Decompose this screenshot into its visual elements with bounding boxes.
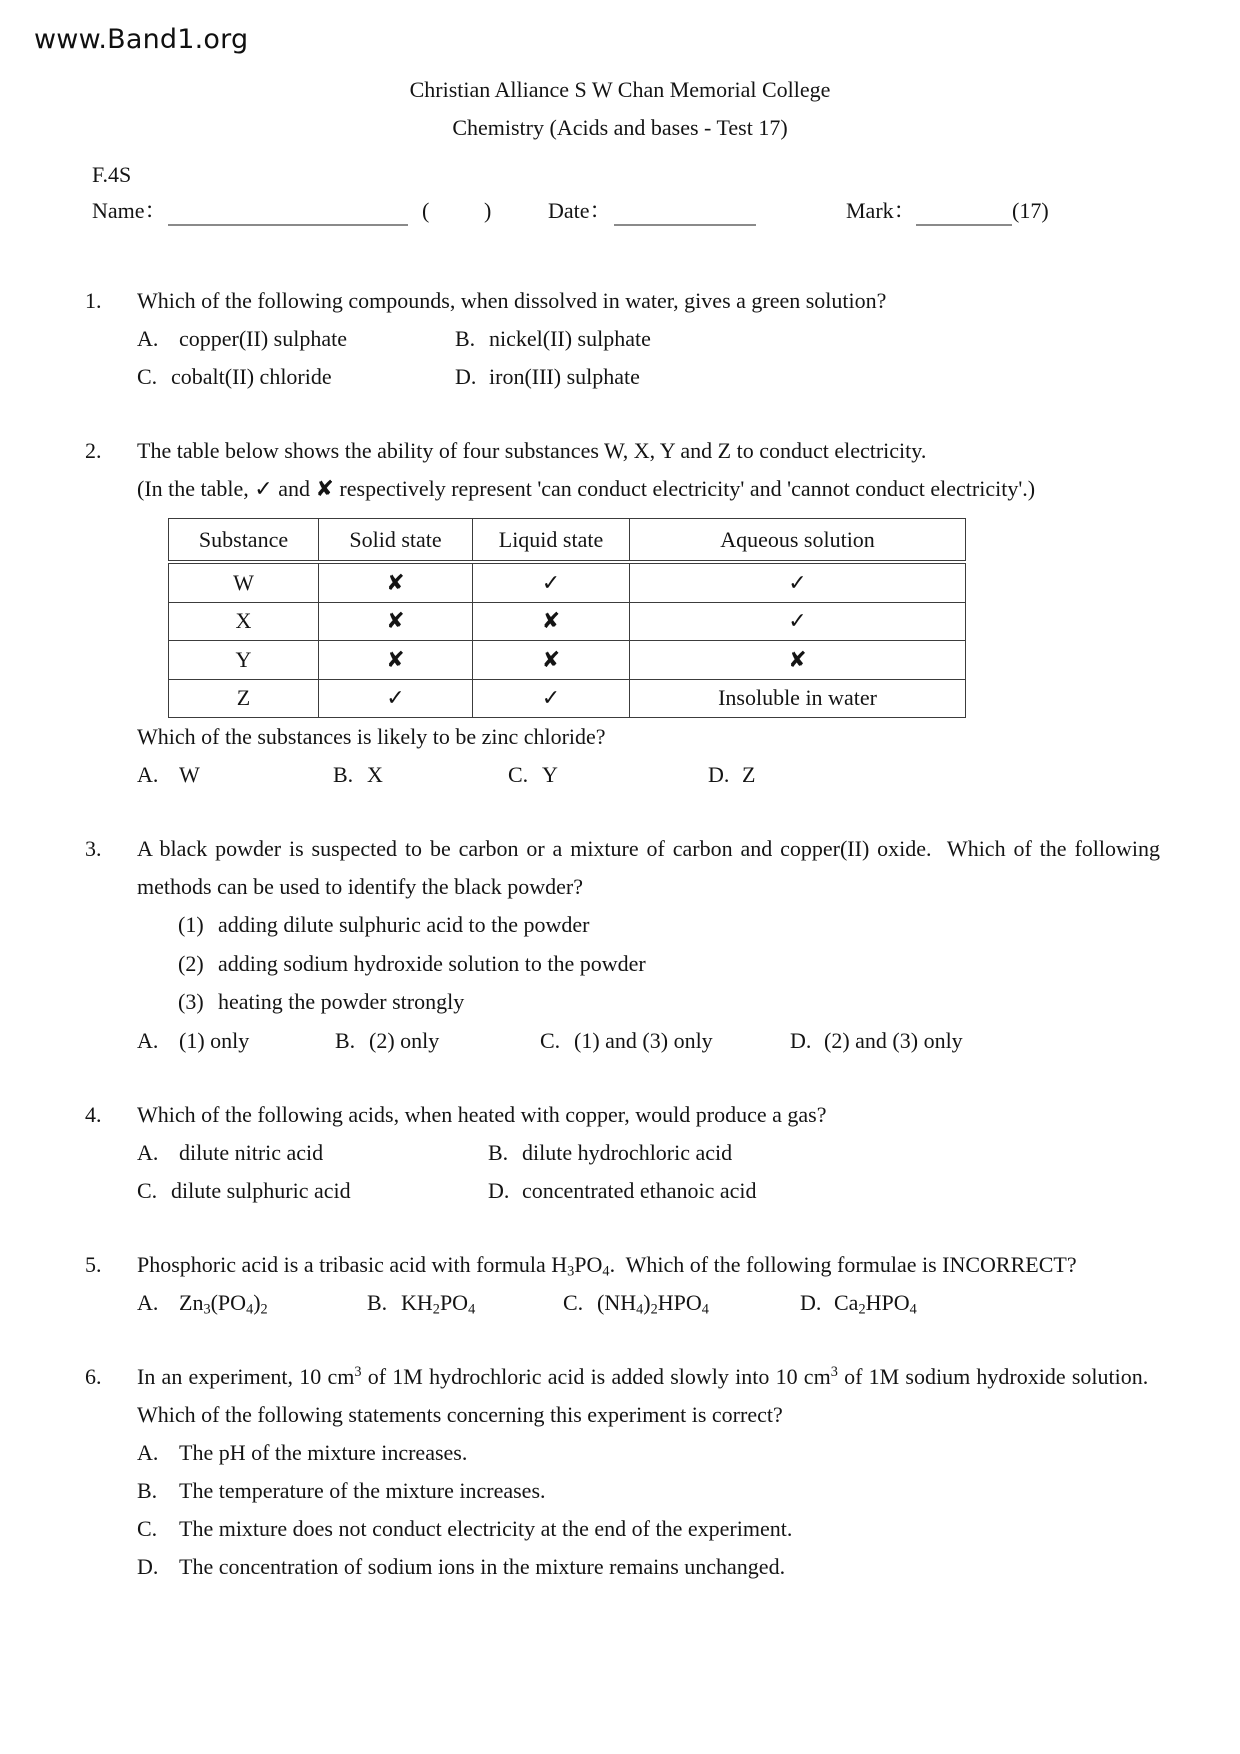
paper-title: Chemistry (Acids and bases - Test 17) xyxy=(452,115,788,140)
option-label: A. xyxy=(137,326,159,351)
option-label: D. xyxy=(800,1289,822,1315)
col-header-liquid-state: Liquid state xyxy=(473,519,630,563)
statement-text: adding dilute sulphuric acid to the powder xyxy=(218,912,590,937)
mark-label: Mark： xyxy=(846,198,916,223)
option-text: copper(II) sulphate xyxy=(179,326,347,351)
question-2 xyxy=(85,432,1160,794)
option-label: A. xyxy=(137,1289,159,1315)
question-number: 5. xyxy=(85,1251,102,1277)
cell-aqueous: Insoluble in water xyxy=(630,679,966,718)
question-stem: In an experiment, 10 $cm^3$ of 1M hydrochloric acid is added slowly into 10 $cm^3$ of 1M sodium hydroxide solution. Which of the following statements concerning this experiment is correct? xyxy=(137,1363,1160,1427)
option-d xyxy=(790,1022,1160,1060)
question-stem-note: (In the table, ✓ and ✘ respectively represent 'can conduct electricity' and 'cannot conduct electricity'.) xyxy=(137,476,1036,501)
option-label: C. xyxy=(137,1177,158,1203)
options-grid xyxy=(137,320,1160,396)
option-d xyxy=(137,1548,1160,1586)
option-label: A. xyxy=(137,1027,159,1053)
option-label: D. xyxy=(790,1027,812,1053)
option-a xyxy=(137,1434,1160,1472)
option-a xyxy=(137,320,455,358)
class-label: F.4S xyxy=(92,162,132,187)
option-c xyxy=(137,1510,1160,1548)
option-d xyxy=(708,756,1160,794)
option-label: D. xyxy=(708,762,730,787)
question-4 xyxy=(85,1096,1160,1210)
question-number: 6. xyxy=(85,1363,102,1389)
cell-solid: ✘ xyxy=(319,641,473,680)
table-header-row xyxy=(169,519,966,563)
table-row-x xyxy=(169,602,966,641)
question-3 xyxy=(85,830,1160,1060)
cell-solid: ✓ xyxy=(319,679,473,718)
cell-liquid: ✓ xyxy=(473,679,630,718)
option-text: The mixture does not conduct electricity at the end of the experiment. xyxy=(179,1515,793,1541)
option-label: D. xyxy=(137,1553,159,1579)
cell-substance: Z xyxy=(169,679,319,718)
name-blank xyxy=(168,194,408,226)
date-blank xyxy=(614,194,756,226)
option-d xyxy=(800,1284,1160,1322)
question-number: 3. xyxy=(85,836,102,861)
option-d xyxy=(488,1172,1160,1210)
options-row xyxy=(137,1022,1160,1060)
class-paren-open: ( xyxy=(422,198,430,223)
col-header-substance: Substance xyxy=(169,519,319,563)
col-header-solid-state: Solid state xyxy=(319,519,473,563)
option-b xyxy=(367,1284,563,1322)
option-label: C. xyxy=(137,1515,158,1541)
table-row-z xyxy=(169,679,966,718)
statement-label: (2) xyxy=(178,950,204,976)
option-text: concentrated ethanoic acid xyxy=(522,1177,757,1203)
statement-3 xyxy=(178,983,1160,1022)
option-text: (1) only xyxy=(179,1027,250,1053)
statement-text: adding sodium hydroxide solution to the powder xyxy=(218,950,646,976)
option-label: D. xyxy=(455,364,477,389)
option-formula: $(NH_4)_2HPO_4$ xyxy=(597,1289,709,1318)
option-label: C. xyxy=(540,1027,561,1053)
question-1 xyxy=(85,282,1160,396)
cell-liquid: ✘ xyxy=(473,602,630,641)
mark-total: (17) xyxy=(1012,198,1049,223)
cell-substance: W xyxy=(169,562,319,602)
question-number: 2. xyxy=(85,438,102,463)
conductivity-table xyxy=(168,518,966,718)
school-name: Christian Alliance S W Chan Memorial College xyxy=(409,77,831,102)
cell-liquid: ✘ xyxy=(473,641,630,680)
option-c xyxy=(137,358,455,396)
class-paren-close: ) xyxy=(484,198,492,223)
option-text: (1) and (3) only xyxy=(574,1027,713,1053)
option-a xyxy=(137,1022,335,1060)
col-header-aqueous-solution: Aqueous solution xyxy=(630,519,966,563)
options-stack xyxy=(137,1434,1160,1586)
option-text: W xyxy=(179,762,200,787)
option-b xyxy=(455,320,1160,358)
table-row-y xyxy=(169,641,966,680)
option-b xyxy=(488,1134,1160,1172)
option-text: iron(III) sulphate xyxy=(489,364,640,389)
question-text: Which of the substances is likely to be zinc chloride? xyxy=(137,724,606,749)
option-a xyxy=(137,1134,488,1172)
option-label: A. xyxy=(137,1139,159,1165)
cell-aqueous: ✘ xyxy=(630,641,966,680)
question-stem: Phosphoric acid is a tribasic acid with formula $H_3PO_4$. Which of the following formulae is INCORRECT? xyxy=(137,1251,1077,1280)
mark-blank xyxy=(916,194,1012,226)
option-c xyxy=(540,1022,790,1060)
cell-aqueous: ✓ xyxy=(630,562,966,602)
option-c xyxy=(137,1172,488,1210)
option-text: cobalt(II) chloride xyxy=(171,364,332,389)
option-formula: $Zn_3(PO_4)_2$ xyxy=(179,1289,268,1318)
option-label: C. xyxy=(508,762,529,787)
question-list xyxy=(0,282,1240,1586)
question-stem: The table below shows the ability of four substances W, X, Y and Z to conduct electricity. xyxy=(137,438,927,463)
cell-substance: X xyxy=(169,602,319,641)
options-grid xyxy=(137,1134,1160,1210)
option-text: nickel(II) sulphate xyxy=(489,326,651,351)
option-a xyxy=(137,1284,367,1322)
option-text: dilute nitric acid xyxy=(179,1139,324,1165)
option-label: B. xyxy=(333,762,354,787)
statement-label: (1) xyxy=(178,912,204,937)
option-label: A. xyxy=(137,762,159,787)
cell-substance: Y xyxy=(169,641,319,680)
option-label: C. xyxy=(563,1289,584,1315)
question-stem: Which of the following acids, when heated with copper, would produce a gas? xyxy=(137,1101,827,1127)
option-text: The pH of the mixture increases. xyxy=(179,1439,468,1465)
option-formula: $Ca_2HPO_4$ xyxy=(834,1289,917,1318)
question-number: 1. xyxy=(85,288,102,313)
option-b xyxy=(333,756,508,794)
statement-1 xyxy=(178,906,1160,945)
option-text: dilute hydrochloric acid xyxy=(522,1139,733,1165)
cell-liquid: ✓ xyxy=(473,562,630,602)
statement-list xyxy=(178,906,1160,1022)
question-6 xyxy=(85,1358,1160,1586)
date-label: Date： xyxy=(548,198,612,223)
option-label: B. xyxy=(137,1477,158,1503)
table-row-w xyxy=(169,562,966,602)
statement-text: heating the powder strongly xyxy=(218,989,465,1014)
option-formula: $KH_2PO_4$ xyxy=(401,1289,476,1318)
option-label: B. xyxy=(335,1027,356,1053)
option-a xyxy=(137,756,333,794)
option-label: B. xyxy=(488,1139,509,1165)
question-5 xyxy=(85,1246,1160,1322)
statement-label: (3) xyxy=(178,989,204,1014)
option-label: D. xyxy=(488,1177,510,1203)
option-text: Z xyxy=(742,762,756,787)
option-text: The concentration of sodium ions in the mixture remains unchanged. xyxy=(179,1553,786,1579)
option-d xyxy=(455,358,1160,396)
option-b xyxy=(335,1022,540,1060)
name-label: Name： xyxy=(92,198,167,223)
option-text: X xyxy=(367,762,383,787)
options-row xyxy=(137,1284,1160,1322)
option-text: (2) only xyxy=(369,1027,440,1053)
option-label: C. xyxy=(137,364,158,389)
options-row xyxy=(137,756,1160,794)
option-text: dilute sulphuric acid xyxy=(171,1177,351,1203)
question-number: 4. xyxy=(85,1101,102,1127)
option-c xyxy=(508,756,708,794)
site-watermark: www.Band1.org xyxy=(34,24,249,55)
question-stem: Which of the following compounds, when dissolved in water, gives a green solution? xyxy=(137,288,887,313)
name-date-mark-row xyxy=(0,194,1240,238)
option-label: B. xyxy=(455,326,476,351)
cell-aqueous: ✓ xyxy=(630,602,966,641)
question-stem: A black powder is suspected to be carbon or a mixture of carbon and copper(II) oxide. Which of the following methods can be used to identify the black powder? xyxy=(137,836,1160,899)
option-label: A. xyxy=(137,1439,159,1465)
option-b xyxy=(137,1472,1160,1510)
option-text: The temperature of the mixture increases. xyxy=(179,1477,546,1503)
cell-solid: ✘ xyxy=(319,602,473,641)
option-text: Y xyxy=(542,762,558,787)
cell-solid: ✘ xyxy=(319,562,473,602)
option-c xyxy=(563,1284,800,1322)
statement-2 xyxy=(178,945,1160,984)
option-label: B. xyxy=(367,1289,388,1315)
option-text: (2) and (3) only xyxy=(824,1027,963,1053)
